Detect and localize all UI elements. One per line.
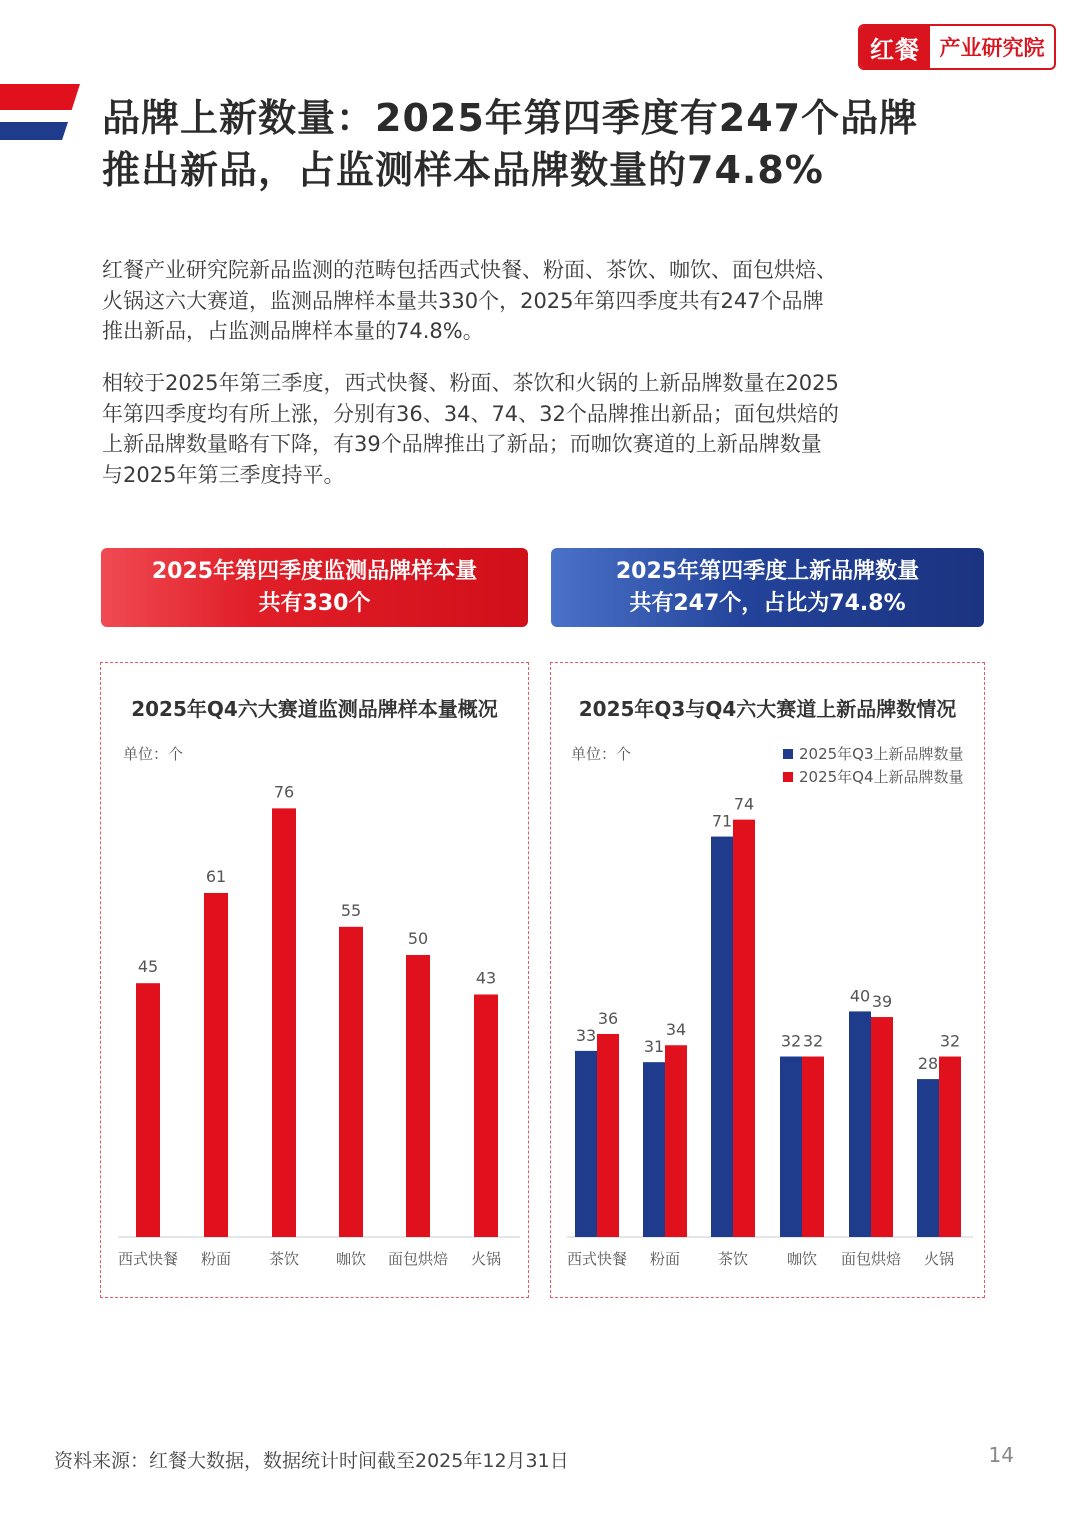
data-label: 34 [665,1020,687,1040]
new-brands-chart-plot [551,663,986,1299]
bar-5 [406,955,430,1237]
category-label: 面包烘焙 [387,1250,449,1268]
bar-q4-6 [939,1057,961,1237]
page-title-line-1: 品牌上新数量：2025年第四季度有247个品牌 [102,96,919,140]
page-title-line-2: 推出新品，占监测样本品牌数量的74.8% [102,148,824,192]
brand-logo [858,24,1056,70]
bar-q3-1 [575,1051,597,1237]
sample-size-banner-line-2: 共有330个 [258,590,371,616]
logo-mark: 红餐 [860,26,930,68]
data-label: 71 [711,811,733,831]
unit-label: 单位：个 [123,745,184,763]
bar-4 [339,927,363,1237]
data-label: 39 [871,992,893,1012]
comparison-line-3: 上新品牌数量略有下降，有39个品牌推出了新品；而咖饮赛道的上新品牌数量 [102,432,822,456]
category-label: 咖饮 [335,1250,367,1268]
data-label: 61 [205,866,227,886]
category-label: 粉面 [649,1250,681,1268]
bar-q3-2 [643,1062,665,1237]
data-label: 36 [597,1008,619,1028]
bar-q4-4 [802,1057,824,1237]
page-title [102,92,1002,196]
page-number: 14 [988,1443,1014,1467]
bar-1 [136,983,160,1237]
logo-text: 产业研究院 [939,36,1045,60]
new-product-banner [551,548,984,627]
data-label: 32 [939,1031,961,1051]
bar-q3-4 [780,1057,802,1237]
comparison-line-1: 相较于2025年第三季度，西式快餐、粉面、茶饮和火锅的上新品牌数量在2025 [102,371,839,395]
comparison-paragraph [102,368,982,490]
sample-size-banner-line-1: 2025年第四季度监测品牌样本量 [151,558,478,584]
bar-2 [204,893,228,1237]
new-brands-chart [550,662,985,1298]
comparison-line-4: 与2025年第三季度持平。 [102,462,345,487]
bar-q4-3 [733,820,755,1237]
category-label: 咖饮 [786,1250,818,1268]
bar-q4-5 [871,1017,893,1237]
category-label: 面包烘焙 [840,1250,902,1268]
category-label: 茶饮 [268,1250,300,1268]
bar-6 [474,994,498,1237]
data-label: 40 [849,986,871,1006]
data-label: 74 [733,794,755,814]
category-label: 西式快餐 [117,1250,179,1268]
bar-3 [272,808,296,1237]
legend-label-q3: 2025年Q3上新品牌数量 [799,745,964,763]
data-label: 32 [780,1031,802,1051]
data-label: 45 [137,957,159,977]
chart-title: 2025年Q4六大赛道监测品牌样本量概况 [131,697,498,721]
bar-q3-3 [711,837,733,1237]
bar-q3-6 [917,1079,939,1237]
bar-q4-1 [597,1034,619,1237]
category-label: 粉面 [200,1250,232,1268]
category-label: 西式快餐 [566,1250,628,1268]
category-label: 茶饮 [717,1250,749,1268]
source-note: 资料来源：红餐大数据，数据统计时间截至2025年12月31日 [54,1450,569,1472]
category-label: 火锅 [470,1250,502,1268]
unit-label: 单位：个 [571,745,632,763]
data-label: 28 [917,1054,939,1074]
new-product-banner-line-1: 2025年第四季度上新品牌数量 [615,558,920,584]
intro-line-2: 火锅这六大赛道，监测品牌样本量共330个，2025年第四季度共有247个品牌 [102,288,824,313]
data-label: 32 [802,1031,824,1051]
intro-line-3: 推出新品，占监测品牌样本量的74.8%。 [102,319,484,343]
data-label: 33 [575,1025,597,1045]
data-label: 76 [273,782,295,802]
data-label: 50 [407,929,429,948]
data-label: 55 [340,900,362,920]
sample-size-chart-plot [101,663,530,1299]
category-label: 火锅 [923,1250,955,1268]
bar-q4-2 [665,1045,687,1237]
sample-size-chart [100,662,529,1298]
chart-title: 2025年Q3与Q4六大赛道上新品牌数情况 [578,697,957,721]
data-label: 43 [475,968,497,988]
sample-size-banner [101,548,528,627]
new-product-banner-line-2: 共有247个，占比为74.8% [629,590,906,616]
title-accent-shape [0,84,80,140]
data-label: 31 [643,1037,665,1057]
legend-label-q4: 2025年Q4上新品牌数量 [799,768,964,786]
bar-q3-5 [849,1011,871,1237]
intro-paragraph [102,255,982,347]
intro-line-1: 红餐产业研究院新品监测的范畴包括西式快餐、粉面、茶饮、咖饮、面包烘焙、 [102,258,837,282]
comparison-line-2: 年第四季度均有所上涨，分别有36、34、74、32个品牌推出新品；面包烘焙的 [102,401,839,426]
